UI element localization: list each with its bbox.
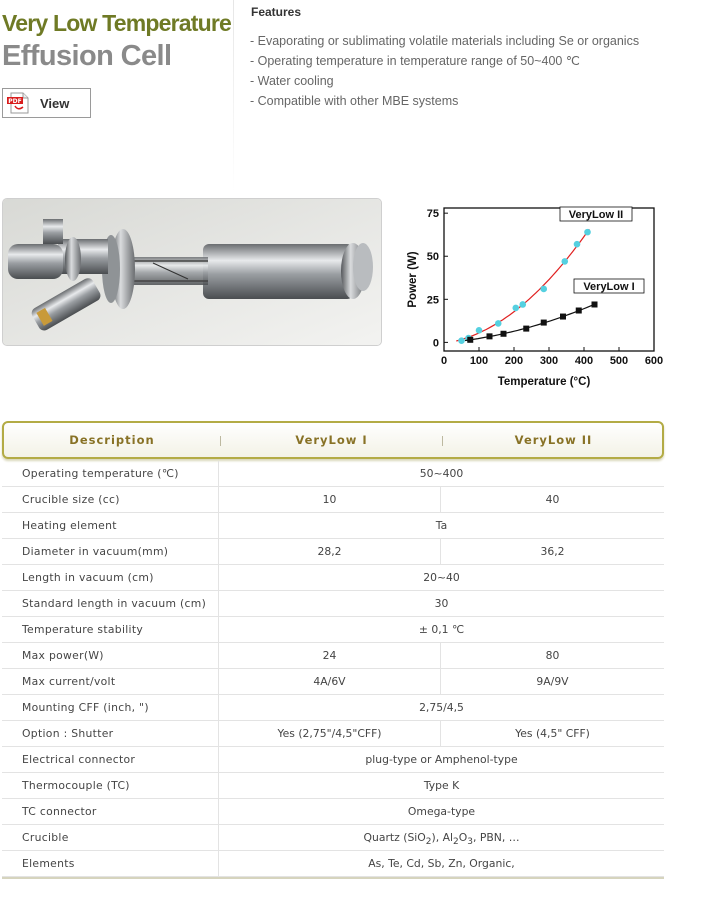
- row-label: Max current/volt: [22, 675, 116, 688]
- power-vs-temperature-chart: [398, 194, 668, 394]
- row-label: Thermocouple (TC): [22, 779, 130, 792]
- data-point: [476, 327, 483, 334]
- data-point: [541, 320, 547, 326]
- table-row: [2, 851, 664, 877]
- specifications-table: [2, 421, 664, 879]
- row-label: Diameter in vacuum(mm): [22, 545, 169, 558]
- data-point: [458, 337, 465, 344]
- x-axis-label: Temperature (°C): [497, 376, 591, 388]
- y-tick-label: 75: [426, 208, 439, 221]
- row-value-verylow-1: 10: [322, 493, 337, 506]
- table-bottom-line: [2, 877, 664, 879]
- page-title-line2: Effusion Cell: [2, 40, 172, 72]
- row-value-verylow-2: Yes (4,5" CFF): [515, 727, 590, 740]
- pdf-icon-text: PDF: [8, 98, 22, 105]
- column-divider: [233, 0, 234, 192]
- table-header: [2, 421, 664, 459]
- row-label: Operating temperature (℃): [22, 467, 179, 480]
- effusion-cell-illustration: [3, 199, 382, 346]
- row-label: Temperature stability: [22, 623, 144, 636]
- row-value: 20~40: [423, 571, 460, 584]
- product-photo: [2, 198, 382, 346]
- x-tick-label: 600: [644, 355, 664, 367]
- row-value-verylow-1: 28,2: [317, 545, 342, 558]
- y-axis-label: Power (W): [407, 251, 419, 308]
- table-row: [2, 461, 664, 487]
- row-value: 50~400: [419, 467, 464, 480]
- series-fit-line: [456, 229, 589, 341]
- features-item: - Evaporating or sublimating volatile materials including Se or organics: [250, 34, 640, 48]
- row-label: Option : Shutter: [22, 727, 114, 740]
- header-verylow-2: VeryLow II: [514, 433, 593, 447]
- data-point: [584, 229, 591, 236]
- y-tick-label: 0: [432, 337, 439, 350]
- row-label: Crucible: [22, 831, 69, 844]
- row-value-verylow-1: 24: [322, 649, 337, 662]
- data-point: [487, 333, 493, 339]
- data-point: [519, 301, 526, 308]
- table-row: [2, 799, 664, 825]
- table-row: [2, 721, 664, 747]
- x-tick-label: 400: [574, 355, 594, 367]
- row-value: 2,75/4,5: [419, 701, 464, 714]
- page-title-line1: Very Low Temperature: [2, 10, 231, 36]
- x-tick-label: 300: [539, 355, 559, 367]
- table-row: [2, 695, 664, 721]
- table-row: [2, 565, 664, 591]
- data-point: [592, 301, 598, 307]
- row-label: Elements: [22, 857, 75, 870]
- row-value-verylow-2: 36,2: [540, 545, 565, 558]
- row-value: Quartz (SiO$_2$), $Al_2O_3$, PBN, …: [363, 831, 520, 848]
- table-row: [2, 669, 664, 695]
- x-tick-label: 200: [504, 355, 524, 367]
- row-value: Type K: [423, 779, 460, 792]
- row-value: ± 0,1 ℃: [418, 623, 465, 636]
- features-item: - Compatible with other MBE systems: [250, 94, 459, 108]
- view-button-label: View: [40, 96, 70, 111]
- table-row: [2, 487, 664, 513]
- y-tick-label: 25: [426, 294, 439, 307]
- features-list: [250, 34, 639, 114]
- data-point: [523, 326, 529, 332]
- row-label: Max power(W): [22, 649, 104, 662]
- row-label: Standard length in vacuum (cm): [22, 597, 207, 610]
- data-point: [512, 305, 519, 312]
- data-point: [467, 337, 473, 343]
- pdf-icon: [6, 91, 32, 115]
- data-point: [574, 241, 581, 248]
- table-row: [2, 643, 664, 669]
- row-value: 30: [434, 597, 449, 610]
- table-row: [2, 747, 664, 773]
- data-point: [495, 320, 502, 327]
- row-label: Length in vacuum (cm): [22, 571, 154, 584]
- header-verylow-1: VeryLow I: [295, 433, 368, 447]
- row-label: Heating element: [22, 519, 117, 532]
- row-value-verylow-1: 4A/6V: [313, 675, 346, 688]
- series-label: VeryLow I: [583, 281, 635, 293]
- row-label: Electrical connector: [22, 753, 136, 766]
- features-item: - Operating temperature in temperature range of 50~400 ℃: [250, 54, 580, 68]
- data-point: [576, 308, 582, 314]
- table-body: [2, 461, 664, 877]
- row-value-verylow-1: Yes (2,75"/4,5"CFF): [277, 727, 382, 740]
- row-value: plug-type or Amphenol-type: [365, 753, 518, 766]
- row-value-verylow-2: 40: [545, 493, 560, 506]
- row-label: Mounting CFF (inch, "): [22, 701, 149, 714]
- data-point: [560, 314, 566, 320]
- row-label: TC connector: [22, 805, 97, 818]
- header-description: Description: [69, 433, 155, 447]
- row-value: Omega-type: [407, 805, 476, 818]
- view-pdf-button[interactable]: [2, 88, 91, 118]
- row-value-verylow-2: 80: [545, 649, 560, 662]
- series-label: VeryLow II: [568, 209, 624, 221]
- table-row: [2, 617, 664, 643]
- x-tick-label: 100: [469, 355, 489, 367]
- data-point: [561, 258, 568, 265]
- table-row: [2, 773, 664, 799]
- row-value-verylow-2: 9A/9V: [536, 675, 569, 688]
- y-tick-label: 50: [426, 251, 439, 264]
- features-title: Features: [251, 5, 302, 19]
- row-value: Ta: [435, 519, 448, 532]
- data-point: [540, 286, 547, 293]
- table-row: [2, 513, 664, 539]
- x-tick-label: 500: [609, 355, 629, 367]
- table-row: [2, 591, 664, 617]
- table-row: [2, 825, 664, 851]
- data-point: [501, 331, 507, 337]
- x-tick-label: 0: [440, 355, 448, 367]
- row-label: Crucible size (cc): [22, 493, 120, 506]
- row-value: As, Te, Cd, Sb, Zn, Organic,: [368, 857, 515, 870]
- features-item: - Water cooling: [250, 74, 334, 88]
- table-row: [2, 539, 664, 565]
